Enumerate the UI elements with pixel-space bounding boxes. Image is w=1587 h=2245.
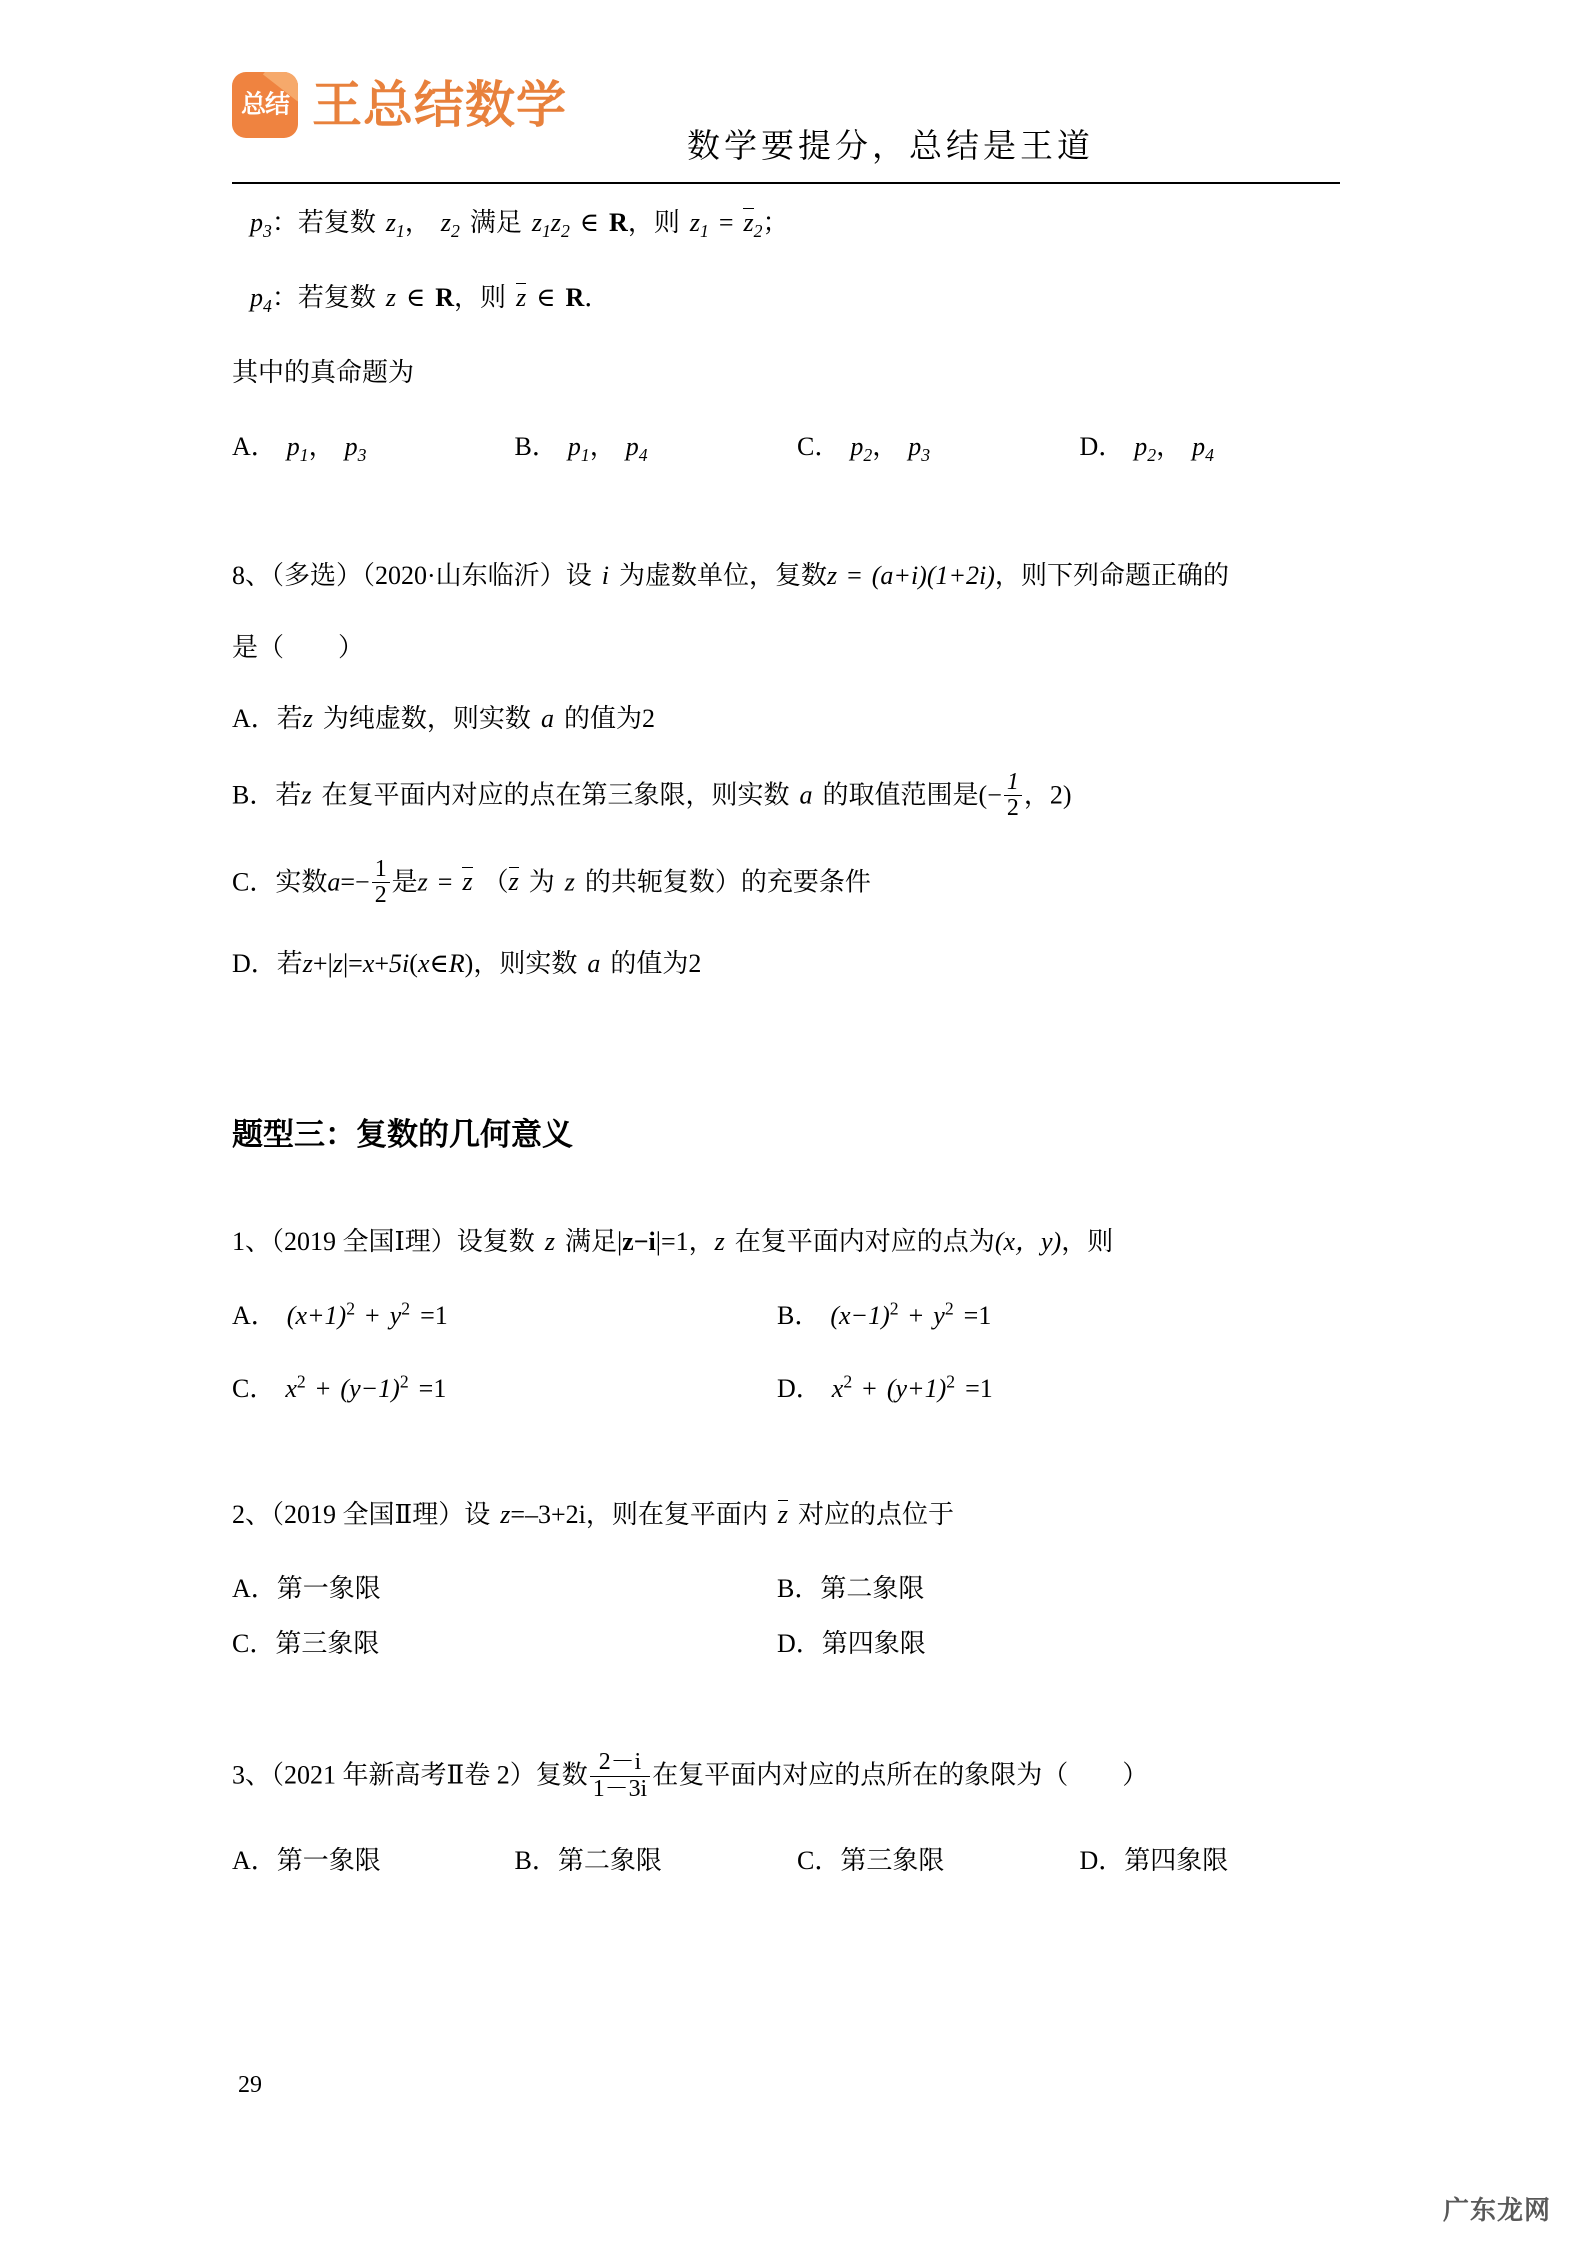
g1-c-exponent: 2: [399, 1371, 409, 1392]
g1-c-x-exponent: 2: [296, 1371, 306, 1392]
q8-text-5: ）: [338, 632, 365, 662]
page-header: [232, 62, 1342, 182]
spacer-before-g3: [232, 1696, 1362, 1752]
q8-b-denominator: 2: [1004, 795, 1022, 821]
p3-comma-2: ，: [627, 208, 654, 237]
g3-option-d-letter: D．: [1079, 1845, 1125, 1875]
q7-option-row: [232, 426, 1362, 466]
g1-a-y-exponent: 2: [401, 1298, 411, 1319]
p3-equals: =: [718, 208, 734, 237]
g1-d-x-exponent: 2: [843, 1371, 853, 1392]
q8-d-value: 2: [688, 949, 702, 979]
g1-c-tail: =1: [418, 1374, 447, 1404]
p4-element-of-1: ∈: [406, 283, 426, 313]
q8-d-abs-open: |: [327, 949, 333, 979]
q7-c-p1: p: [850, 432, 864, 462]
spacer-before-q8: [232, 502, 1362, 558]
p3-prod-z1-sub: 1: [541, 221, 551, 242]
g1-option-a-letter: A．: [232, 1301, 277, 1331]
spacer-before-section: [232, 1017, 1362, 1091]
geo-question-2-stem: [232, 1497, 1362, 1532]
p3-comma-1: ，: [404, 208, 431, 237]
q8-b-z: z: [301, 780, 312, 810]
q8-a-text-2: 为纯虚数，则实数: [322, 703, 531, 733]
g1-b-y: y: [933, 1301, 945, 1331]
q8-c-equals: =: [340, 867, 356, 897]
g3-option-d-text: 第四象限: [1124, 1845, 1229, 1875]
p4-comma: ，: [454, 283, 481, 313]
p3-prod-z2: z: [550, 208, 561, 237]
g2-text-1: 设: [464, 1500, 491, 1530]
g1-a-plus: +: [365, 1301, 380, 1331]
question-8-stem-line2: [232, 630, 1362, 665]
q8-c-numerator: 1: [374, 855, 387, 882]
q8-expression: (a+i)(1+2i): [871, 561, 995, 591]
g1-equals-one: =1: [660, 1227, 689, 1257]
p4-real-set-2: R: [565, 283, 585, 313]
q8-d-five-i: 5i: [389, 949, 410, 979]
g1-option-c-letter: C．: [232, 1374, 276, 1404]
q7-c-p2: p: [908, 432, 922, 462]
g1-comma: ，: [688, 1227, 715, 1257]
g1-number: 1、: [232, 1227, 272, 1257]
g1-z: z: [544, 1227, 555, 1257]
spacer-after-section: [232, 1198, 1362, 1224]
q8-d-param: a: [587, 949, 601, 979]
q7-c-p1-sub: 2: [863, 445, 873, 466]
q8-imaginary-unit: i: [601, 561, 609, 591]
q7-a-comma: ，: [308, 432, 335, 462]
g2-option-d-letter: D．: [777, 1629, 822, 1659]
q8-a-param: a: [540, 703, 554, 733]
g1-option-row-1: [232, 1295, 1362, 1332]
g1-text-1: 设复数: [456, 1227, 535, 1257]
g3-text-3: ）: [1122, 1760, 1149, 1790]
g1-option-d-letter: D．: [777, 1374, 822, 1404]
q7-c-comma: ，: [872, 432, 899, 462]
g3-option-a-letter: A．: [232, 1845, 277, 1875]
g2-option-d-text: 第四象限: [821, 1629, 926, 1659]
q7-c-p2-sub: 3: [921, 445, 931, 466]
g1-a-base: (x+1): [286, 1301, 347, 1331]
g1-abs-close: |: [655, 1227, 661, 1257]
q7-a-p2: p: [344, 432, 358, 462]
q7-option-b-letter: B．: [514, 432, 558, 462]
p3-symbol: p: [250, 208, 263, 237]
q8-d-real-set: R: [448, 949, 465, 979]
q7-d-p2-sub: 4: [1205, 445, 1214, 466]
q8-d-x: x: [362, 949, 375, 979]
q8-b-paren-close: ): [1062, 780, 1072, 810]
g1-option-c[interactable]: [232, 1368, 777, 1405]
p4-z: z: [385, 283, 396, 313]
q8-option-a[interactable]: [232, 701, 1362, 736]
g3-option-b[interactable]: [515, 1840, 798, 1877]
q7-b-p1-sub: 1: [580, 445, 590, 466]
q8-d-x-2: x: [417, 949, 430, 979]
q8-b-paren-open: (: [978, 780, 988, 810]
q7-d-p1-sub: 2: [1147, 445, 1157, 466]
g2-option-row-2: [232, 1623, 1362, 1660]
g3-text-1: 复数: [535, 1760, 588, 1790]
q7-b-p2-sub: 4: [638, 445, 648, 466]
q7-option-c[interactable]: [797, 426, 1080, 466]
g1-b-y-exponent: 2: [944, 1298, 954, 1319]
g1-abs-open: |: [616, 1227, 623, 1257]
q8-c-text-3: 为: [528, 867, 555, 897]
q8-b-param: a: [799, 780, 813, 810]
q8-d-plus-2: +: [374, 949, 390, 979]
q7-a-p2-sub: 3: [357, 445, 367, 466]
q8-d-element-of: ∈: [429, 949, 449, 979]
true-proposition-prompt: 其中的真命题为: [232, 358, 415, 388]
g2-z: z: [500, 1500, 511, 1530]
p3-text-2: 满足: [469, 208, 522, 237]
g1-option-b[interactable]: [777, 1295, 991, 1332]
p3-z2: z: [440, 208, 451, 237]
g2-option-a[interactable]: [232, 1568, 777, 1605]
g1-option-d[interactable]: [777, 1368, 993, 1405]
q7-option-c-letter: C．: [797, 432, 841, 462]
g3-text-2: 在复平面内对应的点所在的象限为（: [652, 1760, 1069, 1790]
g1-d-plus: +: [862, 1374, 877, 1404]
q8-option-d[interactable]: [232, 946, 1362, 981]
p4-text-2: 则: [480, 283, 507, 313]
p4-zbar: z: [516, 283, 527, 313]
g1-z-2: z: [714, 1227, 725, 1257]
q8-d-paren-close: ): [464, 949, 474, 979]
g1-b-exponent: 2: [889, 1298, 899, 1319]
q8-option-c-letter: C．: [232, 867, 276, 897]
g1-a-y: y: [389, 1301, 402, 1331]
q8-source: （多选）（2020·山东临沂）: [271, 561, 566, 591]
p3-prod-z2-sub: 2: [560, 221, 570, 242]
g1-text-3: 在复平面内对应的点为: [734, 1227, 995, 1257]
g1-text-4: 则: [1087, 1227, 1114, 1257]
g2-source: （2019 全国Ⅱ理）: [271, 1500, 465, 1530]
g1-comma-2: ，: [1061, 1227, 1088, 1257]
proposition-p3: [232, 205, 1362, 244]
p3-concl-zbar-sub: 2: [753, 221, 763, 242]
section-heading: 题型三：复数的几何意义: [232, 1117, 573, 1153]
p3-z1: z: [385, 208, 396, 237]
spacer-before-g2: [232, 1441, 1362, 1497]
g1-c-x: x: [285, 1374, 297, 1404]
q8-d-abs-close: |: [342, 949, 349, 979]
q8-c-zbar: z: [462, 867, 473, 897]
q8-option-b[interactable]: [232, 768, 1362, 823]
geo-question-1-stem: [232, 1224, 1362, 1259]
q8-d-z: z: [302, 949, 313, 979]
g2-option-c-text: 第三象限: [275, 1629, 380, 1659]
q8-c-z-2: z: [564, 867, 575, 897]
q8-d-text-1: 若: [276, 949, 303, 979]
p3-real-set: R: [609, 208, 628, 237]
q8-text-2: 为虚数单位，复数: [618, 561, 827, 591]
g1-d-tail: =1: [965, 1374, 993, 1404]
g1-text-2: 满足: [564, 1227, 617, 1257]
q8-z: z: [826, 561, 838, 591]
q8-b-comma: ，: [1023, 780, 1050, 810]
g3-numerator: 2－i: [598, 1749, 642, 1776]
g1-option-b-letter: B．: [777, 1301, 821, 1331]
q8-equals: =: [847, 561, 862, 591]
q8-c-param: a: [327, 867, 341, 897]
g1-a-exponent: 2: [346, 1298, 356, 1319]
q8-text-1: 设: [565, 561, 592, 591]
p3-z1-sub: 1: [396, 221, 405, 242]
p4-element-of-2: ∈: [536, 283, 556, 313]
g2-option-row-1: [232, 1568, 1362, 1605]
g1-c-base: (y−1): [340, 1374, 400, 1404]
q8-b-fraction: [1004, 770, 1022, 821]
p3-z2-sub: 2: [450, 221, 460, 242]
g2-option-d[interactable]: [777, 1623, 926, 1660]
p3-concl-zbar: z: [743, 208, 754, 237]
g1-option-a[interactable]: [232, 1295, 777, 1332]
watermark: 广东龙网: [1442, 2195, 1551, 2225]
g1-d-exponent: 2: [946, 1371, 956, 1392]
p3-colon: ：: [271, 208, 298, 237]
g2-option-c-letter: C．: [232, 1629, 276, 1659]
p4-real-set-1: R: [435, 283, 455, 313]
q8-d-plus: +: [312, 949, 328, 979]
p3-element-of: ∈: [579, 208, 600, 237]
g2-option-b-letter: B．: [777, 1574, 821, 1604]
g3-option-a-text: 第一象限: [276, 1845, 381, 1875]
g3-option-c[interactable]: [797, 1840, 1080, 1877]
document-content: [232, 205, 1362, 1913]
page-number: 29: [238, 2072, 262, 2098]
g3-option-b-letter: B．: [514, 1845, 558, 1875]
q8-d-text-3: 的值为: [610, 949, 689, 979]
question-8-stem: [232, 558, 1362, 593]
q8-number: 8、: [232, 561, 272, 591]
q7-a-p1-sub: 1: [299, 445, 309, 466]
p3-text-1: 若复数: [297, 208, 376, 237]
q8-b-upper: 2: [1049, 780, 1063, 810]
q8-c-fraction: [372, 857, 390, 908]
g3-option-d[interactable]: [1080, 1840, 1363, 1877]
q8-b-text-2: 在复平面内对应的点在第三象限，则实数: [321, 780, 790, 810]
g3-number: 3、: [232, 1760, 272, 1790]
g1-b-tail: =1: [963, 1301, 992, 1331]
q8-d-paren-open: (: [409, 949, 418, 979]
header-divider: [232, 182, 1340, 184]
g2-value: =–3+2i，: [510, 1500, 612, 1530]
p3-index: 3: [263, 221, 272, 242]
q8-c-text-4: 的共轭复数）的充要条件: [584, 867, 871, 897]
q8-c-denominator: 2: [372, 882, 390, 908]
q8-d-equals: =: [348, 949, 363, 979]
g3-option-a[interactable]: [232, 1840, 515, 1877]
g3-denominator: 1－3i: [590, 1776, 650, 1802]
q8-option-d-letter: D．: [232, 949, 277, 979]
q8-option-b-letter: B．: [232, 780, 276, 810]
q8-b-text-3: 的取值范围是: [822, 780, 979, 810]
g1-b-base: (x−1): [830, 1301, 890, 1331]
g2-option-a-text: 第一象限: [276, 1574, 381, 1604]
g3-fraction: [590, 1750, 650, 1801]
q7-d-comma: ，: [1156, 432, 1183, 462]
g2-zbar: z: [777, 1500, 789, 1530]
g1-c-plus: +: [315, 1374, 331, 1404]
p4-period: ．: [584, 283, 611, 313]
g3-option-c-text: 第三象限: [840, 1845, 945, 1875]
q8-c-equals-2: =: [437, 867, 453, 897]
q8-c-z: z: [417, 867, 428, 897]
q7-b-comma: ，: [589, 432, 616, 462]
q7-b-p2: p: [625, 432, 639, 462]
p4-symbol: p: [250, 283, 263, 313]
g2-option-b-text: 第二象限: [820, 1574, 925, 1604]
q7-d-p1: p: [1134, 432, 1148, 462]
g1-point: (x，y): [994, 1227, 1062, 1257]
g1-a-tail: =1: [420, 1301, 448, 1331]
p3-concl-z1-sub: 1: [699, 221, 709, 242]
q8-a-text-3: 的值为: [563, 703, 642, 733]
g2-text-3: 对应的点位于: [798, 1500, 955, 1530]
g1-d-base: (y+1): [886, 1374, 947, 1404]
q7-b-p1: p: [567, 432, 581, 462]
p3-prod-z1: z: [531, 208, 542, 237]
q7-option-b[interactable]: [515, 426, 798, 466]
brand-tagline: 数学要提分，总结是王道: [687, 129, 1094, 165]
g2-option-c[interactable]: [232, 1623, 777, 1660]
g1-d-x: x: [831, 1374, 844, 1404]
q8-text-4: 是（: [232, 632, 285, 662]
q8-c-paren-open: （: [482, 867, 509, 897]
q8-a-z: z: [302, 703, 313, 733]
proposition-p4: [232, 280, 1362, 319]
q7-a-p1: p: [286, 432, 300, 462]
logo-badge-label: 总结: [240, 90, 289, 119]
q8-comma: ，: [994, 561, 1021, 591]
q8-a-value: 2: [641, 703, 655, 733]
q8-b-text-1: 若: [275, 780, 302, 810]
q8-option-a-letter: A．: [232, 703, 277, 733]
q8-text-3: 则下列命题正确的: [1020, 561, 1229, 591]
p4-colon: ：: [271, 283, 298, 313]
q8-d-text-2: 则实数: [499, 949, 578, 979]
q8-d-comma: ，: [473, 949, 500, 979]
q7-option-d-letter: D．: [1079, 432, 1125, 462]
p3-concl-z1: z: [689, 208, 700, 237]
brand-logo: [232, 72, 567, 138]
q8-d-z-2: z: [332, 949, 343, 979]
q8-a-text-1: 若: [276, 703, 303, 733]
g2-text-2: 则在复平面内: [611, 1500, 768, 1530]
g1-source: （2019 全国Ⅰ理）: [271, 1227, 457, 1257]
g3-source: （2021 年新高考Ⅱ卷 2）: [271, 1760, 536, 1790]
q8-b-minus: −: [987, 780, 1002, 810]
q8-c-text-2: 是: [391, 867, 418, 897]
q8-c-minus: −: [355, 867, 370, 897]
g2-option-a-letter: A．: [232, 1574, 277, 1604]
logo-badge-icon: [232, 72, 298, 138]
g2-number: 2、: [232, 1500, 272, 1530]
g3-option-b-text: 第二象限: [557, 1845, 662, 1875]
q8-b-numerator: 1: [1006, 768, 1019, 795]
q7-option-a[interactable]: [232, 426, 515, 466]
g3-option-c-letter: C．: [797, 1845, 841, 1875]
g1-expression: z−i: [622, 1227, 656, 1257]
g2-option-b[interactable]: [777, 1568, 924, 1605]
q8-c-zbar-2: z: [508, 867, 519, 897]
g1-b-plus: +: [908, 1301, 924, 1331]
q8-option-c[interactable]: [232, 855, 1362, 910]
q8-c-text-1: 实数: [275, 867, 328, 897]
q7-d-p2: p: [1192, 432, 1206, 462]
p3-semicolon: ；: [762, 208, 789, 237]
p4-index: 4: [263, 296, 272, 317]
g3-option-row: [232, 1840, 1362, 1877]
geo-question-3-stem: [232, 1749, 1362, 1803]
q7-option-d[interactable]: [1080, 426, 1363, 466]
brand-name: 王总结数学: [312, 77, 567, 133]
p4-text-1: 若复数: [297, 283, 376, 313]
p3-text-3: 则: [653, 208, 680, 237]
q7-option-a-letter: A．: [232, 432, 277, 462]
g1-option-row-2: [232, 1368, 1362, 1405]
